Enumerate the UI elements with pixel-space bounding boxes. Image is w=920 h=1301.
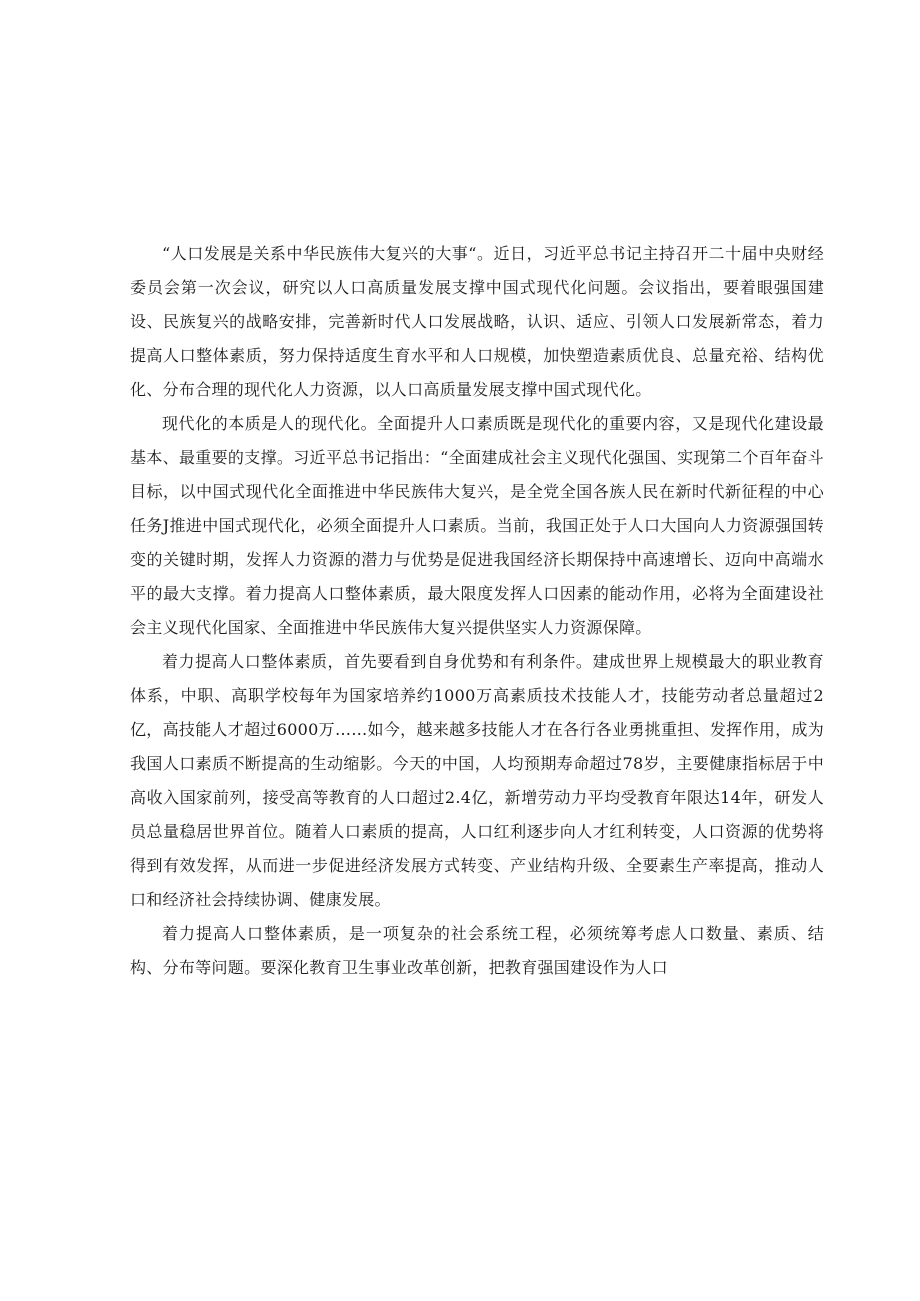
paragraph-3: 着力提高人口整体素质，首先要看到自身优势和有利条件。建成世界上规模最大的职业教育体系，中职、高职学校每年为国家培养约1000万高素质技术技能人才，技能劳动者总量超过2亿，高技能人才超过6000万……如今，越来越多技能人才在各行各业勇挑重担、发挥作用，成为我国人口素质不断提高的生动缩影。今天的中国，人均预期寿命超过78岁，主要健康指标居于中高收入国家前列，接受高等教育的人口超过2.4亿，新增劳动力平均受教育年限达14年，研发人员总量稳居世界首位。随着人口素质的提高，人口红利逐步向人才红利转变，人口资源的优势将得到有效发挥，从而进一步促进经济发展方式转变、产业结构升级、全要素生产率提高，推动人口和经济社会持续协调、健康发展。 [130, 652, 824, 909]
paragraph-2: 现代化的本质是人的现代化。全面提升人口素质既是现代化的重要内容，又是现代化建设最基本、最重要的支撑。习近平总书记指出：“全面建成社会主义现代化强国、实现第二个百年奋斗目标，以中国式现代化全面推进中华民族伟大复兴，是全党全国各族人民在新时代新征程的中心任务J推进中国式现代化，必须全面提升人口素质。当前，我国正处于人口大国向人力资源强国转变的关键时期，发挥人力资源的潜力与优势是促进我国经济长期保持中高速增长、迈向中高端水平的最大支撑。着力提高人口整体素质，最大限度发挥人口因素的能动作用，必将为全面建设社会主义现代化国家、全面推进中华民族伟大复兴提供坚实人力资源保障。 [130, 414, 824, 637]
paragraph-4: 着力提高人口整体素质，是一项复杂的社会系统工程，必须统筹考虑人口数量、素质、结构、分布等问题。要深化教育卫生事业改革创新，把教育强国建设作为人口 [130, 924, 824, 977]
article-body [130, 237, 824, 985]
paragraph-1: “人口发展是关系中华民族伟大复兴的大事“。近日，习近平总书记主持召开二十届中央财经委员会第一次会议，研究以人口高质量发展支撑中国式现代化问题。会议指出，要着眼强国建设、民族复兴的战略安排，完善新时代人口发展战略，认识、适应、引领人口发展新常态，着力提高人口整体素质，努力保持适度生育水平和人口规模，加快塑造素质优良、总量充裕、结构优化、分布合理的现代化人力资源，以人口高质量发展支撑中国式现代化。 [130, 244, 824, 399]
